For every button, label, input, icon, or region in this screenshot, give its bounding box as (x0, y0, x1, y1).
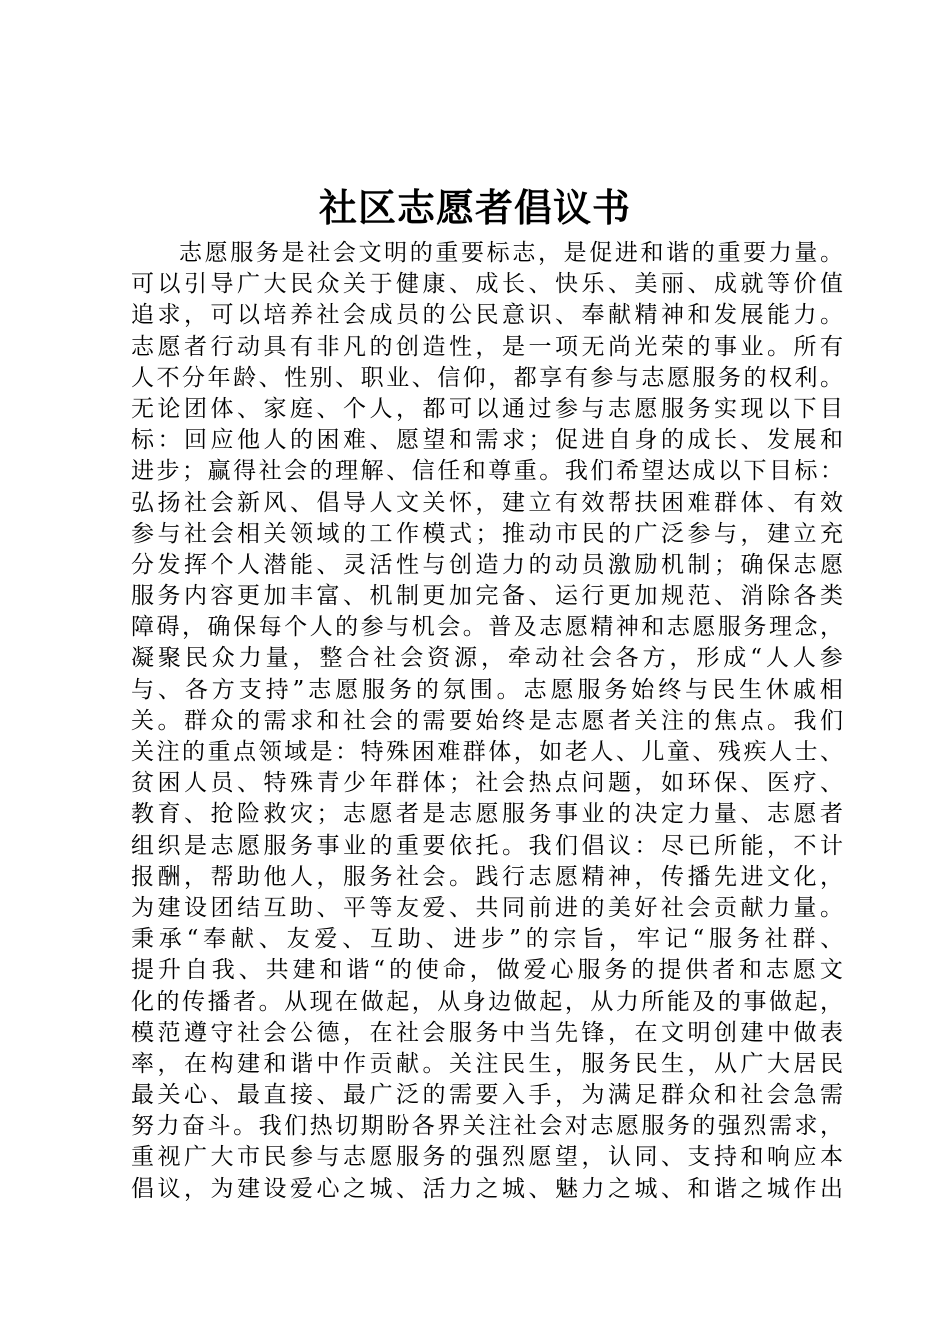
paragraph-line: 关。群众的需求和社会的需要始终是志愿者关注的焦点。我们 (131, 707, 847, 734)
document-body (131, 238, 849, 1205)
paragraph-line: 志愿服务是社会文明的重要标志，是促进和谐的重要力量。 (179, 240, 846, 266)
paragraph-line: 标：回应他人的困难、愿望和需求；促进自身的成长、发展和 (131, 427, 847, 454)
paragraph-line: 志愿者行动具有非凡的创造性，是一项无尚光荣的事业。所有 (131, 333, 847, 360)
document-title: 社区志愿者倡议书 (318, 185, 631, 230)
paragraph-line: 提升自我、共建和谐“的使命，做爱心服务的提供者和志愿文 (131, 957, 847, 984)
paragraph-line: 组织是志愿服务事业的重要依托。我们倡议：尽已所能，不计 (131, 832, 847, 859)
paragraph-line: 人不分年龄、性别、职业、信仰，都享有参与志愿服务的权利。 (131, 364, 846, 391)
paragraph-line: 努力奋斗。我们热切期盼各界关注社会对志愿服务的强烈需求， (131, 1113, 846, 1140)
paragraph-line: 最关心、最直接、最广泛的需要入手，为满足群众和社会急需 (131, 1082, 847, 1109)
paragraph-line: 服务内容更加丰富、机制更加完备、运行更加规范、消除各类 (131, 583, 847, 610)
paragraph-line: 与、各方支持”志愿服务的氛围。志愿服务始终与民生休戚相 (131, 676, 847, 703)
paragraph-line: 报酬，帮助他人，服务社会。践行志愿精神，传播先进文化， (131, 863, 847, 890)
paragraph-line: 倡议，为建设爱心之城、活力之城、魅力之城、和谐之城作出 (131, 1175, 847, 1202)
paragraph-line: 关注的重点领域是：特殊困难群体，如老人、儿童、残疾人士、 (131, 739, 846, 765)
paragraph-line: 无论团体、家庭、个人，都可以通过参与志愿服务实现以下目 (131, 395, 847, 422)
paragraph-line: 化的传播者。从现在做起，从身边做起，从力所能及的事做起， (131, 988, 846, 1015)
paragraph-line: 贫困人员、特殊青少年群体；社会热点问题，如环保、医疗、 (131, 770, 847, 797)
paragraph-line: 追求，可以培养社会成员的公民意识、奉献精神和发展能力。 (131, 302, 847, 329)
paragraph-line: 参与社会相关领域的工作模式；推动市民的广泛参与，建立充 (131, 520, 847, 547)
paragraph-line: 模范遵守社会公德，在社会服务中当先锋，在文明创建中做表 (131, 1019, 847, 1046)
paragraph-line: 教育、抢险救灾；志愿者是志愿服务事业的决定力量、志愿者 (131, 801, 847, 828)
paragraph-line: 凝聚民众力量，整合社会资源，牵动社会各方，形成“人人参 (131, 645, 847, 672)
paragraph-line: 率，在构建和谐中作贡献。关注民生，服务民生，从广大居民 (131, 1050, 847, 1077)
paragraph-line: 为建设团结互助、平等友爱、共同前进的美好社会贡献力量。 (131, 894, 847, 921)
paragraph-line: 重视广大市民参与志愿服务的强烈愿望，认同、支持和响应本 (131, 1144, 847, 1171)
paragraph-line: 弘扬社会新风、倡导人文关怀，建立有效帮扶困难群体、有效 (131, 489, 847, 516)
paragraph-line: 分发挥个人潜能、灵活性与创造力的动员激励机制；确保志愿 (131, 551, 847, 578)
paragraph-line: 秉承“奉献、友爱、互助、进步”的宗旨，牢记“服务社群、 (131, 926, 849, 953)
paragraph-line: 障碍，确保每个人的参与机会。普及志愿精神和志愿服务理念， (131, 614, 846, 641)
paragraph-line: 进步；赢得社会的理解、信任和尊重。我们希望达成以下目标： (131, 458, 846, 485)
paragraph-line: 可以引导广大民众关于健康、成长、快乐、美丽、成就等价值 (131, 271, 847, 298)
